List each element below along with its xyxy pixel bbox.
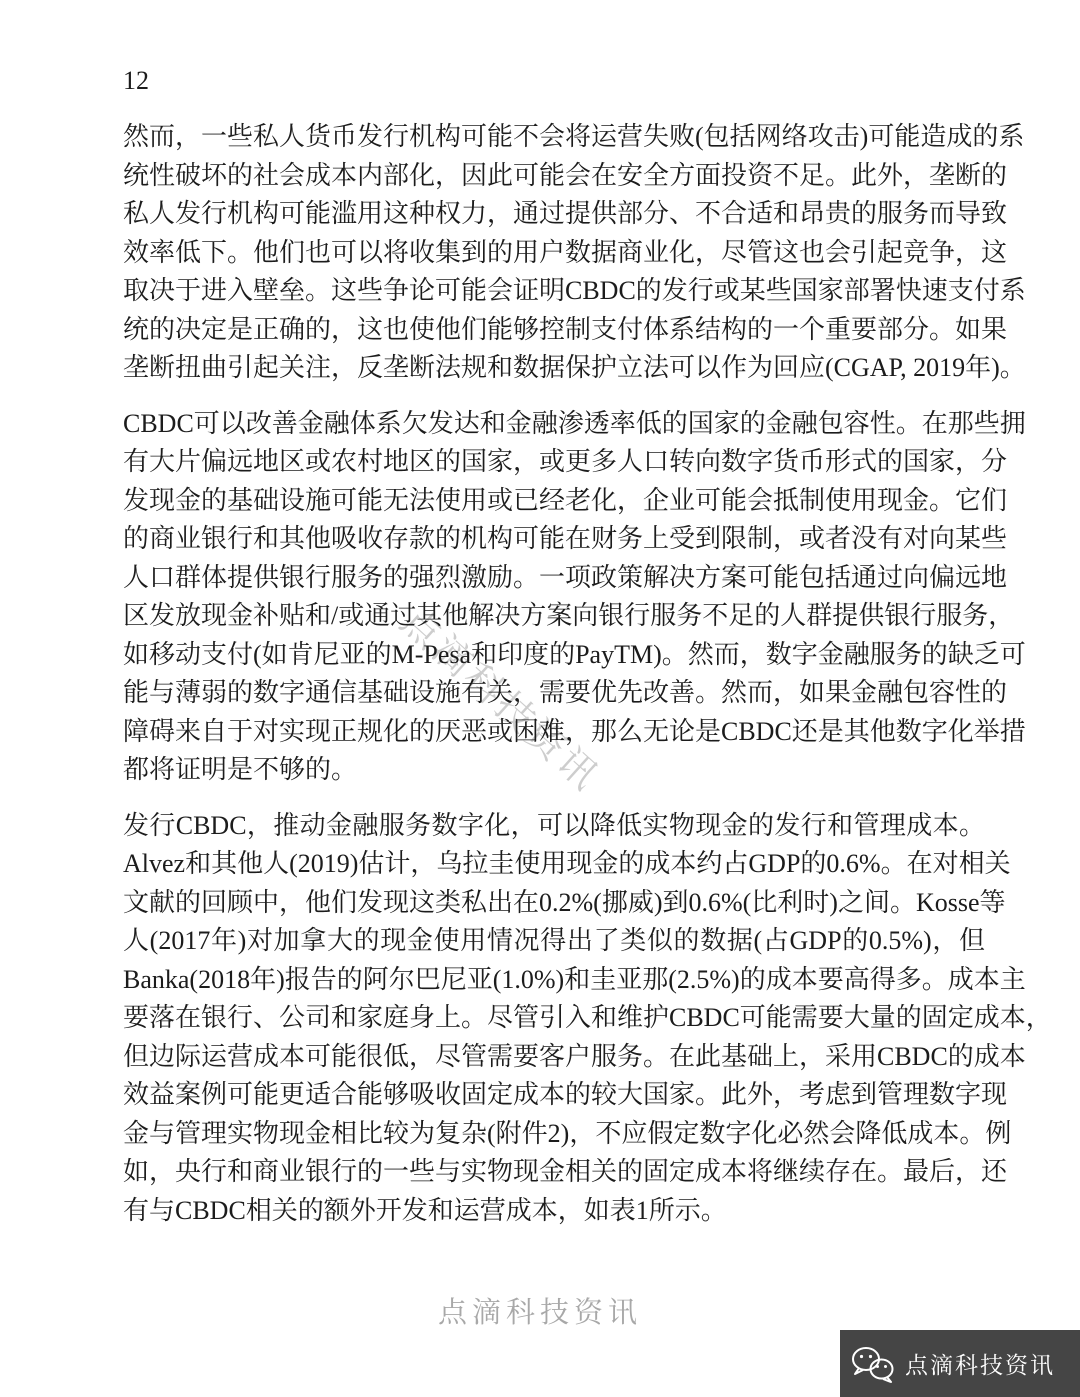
- text-line: 人口群体提供银行服务的强烈激励。一项政策解决方案可能包括通过向偏远地: [123, 562, 1008, 592]
- text-line: 区发放现金补贴和/或通过其他解决方案向银行服务不足的人群提供银行服务，: [123, 601, 1015, 630]
- text-line: 取决于进入壁垒。这些争论可能会证明CBDC的发行或某些国家部署快速支付系: [123, 276, 1026, 305]
- text-line: 有大片偏远地区或农村地区的国家，或更多人口转向数字货币形式的国家，分: [123, 447, 1008, 476]
- text-line: 统性破坏的社会成本内部化，因此可能会在安全方面投资不足。此外，垄断的: [123, 160, 1008, 190]
- paragraph-2: [123, 405, 1026, 790]
- text-line: 私人发行机构可能滥用这种权力，通过提供部分、不合适和昂贵的服务而导致: [123, 199, 1008, 228]
- text-line: 都将证明是不够的。: [123, 755, 358, 784]
- text-line: CBDC可以改善金融体系欠发达和金融渗透率低的国家的金融包容性。在那些拥: [123, 408, 1026, 438]
- text-line: 文献的回顾中，他们发现这类私出在0.2%(挪威)到0.6%(比利时)之间。Kosse等: [123, 887, 1006, 917]
- diagonal-watermark: 点滴科技资讯: [392, 600, 608, 801]
- paragraph-1: [123, 118, 1026, 388]
- text-line: Alvez和其他人(2019)估计，乌拉圭使用现金的成本约占GDP的0.6%。在对相关: [123, 849, 1011, 878]
- text-line: 能与薄弱的数字通信基础设施有关，需要优先改善。然而，如果金融包容性的: [123, 678, 1008, 707]
- signature-text: 点滴科技资讯: [905, 1352, 1055, 1378]
- text-line: 垄断扭曲引起关注，反垄断法规和数据保护立法可以作为回应(CGAP, 2019年)。: [123, 353, 1026, 382]
- text-line: Banka(2018年)报告的阿尔巴尼亚(1.0%)和圭亚那(2.5%)的成本要高得多。成本主: [123, 964, 1026, 994]
- text-line: 统的决定是正确的，这也使他们能够控制支付体系结构的一个重要部分。如果: [123, 314, 1008, 344]
- text-line: 发行CBDC，推动金融服务数字化，可以降低实物现金的发行和管理成本。: [123, 810, 985, 840]
- text-line: 金与管理实物现金相比较为复杂(附件2)，不应假定数字化必然会降低成本。例: [123, 1118, 1012, 1148]
- text-line: 人(2017年)对加拿大的现金使用情况得出了类似的数据(占GDP的0.5%)，但: [123, 926, 985, 955]
- text-line: 有与CBDC相关的额外开发和运营成本，如表1所示。: [123, 1195, 727, 1225]
- footer-watermark: 点滴科技资讯: [437, 1297, 642, 1329]
- corner-signature: [840, 1330, 1080, 1397]
- text-line: 如移动支付(如肯尼亚的M-Pesa和印度的PayTM)。然而，数字金融服务的缺乏可: [123, 639, 1026, 669]
- text-line: 如，央行和商业银行的一些与实物现金相关的固定成本将继续存在。最后，还: [123, 1157, 1008, 1186]
- text-line: 要落在银行、公司和家庭身上。尽管引入和维护CBDC可能需要大量的固定成本，: [123, 1003, 1052, 1032]
- text-line: 障碍来自于对实现正规化的厌恶或困难，那么无论是CBDC还是其他数字化举措: [123, 716, 1026, 746]
- text-line: 然而，一些私人货币发行机构可能不会将运营失败(包括网络攻击)可能造成的系: [123, 122, 1025, 151]
- wechat-icon: [850, 1345, 896, 1383]
- paragraph-3: [123, 807, 1052, 1231]
- text-line: 发现金的基础设施可能无法使用或已经老化，企业可能会抵制使用现金。它们: [123, 485, 1008, 515]
- text-line: 效率低下。他们也可以将收集到的用户数据商业化，尽管这也会引起竞争，这: [123, 237, 1008, 267]
- text-line: 但边际运营成本可能很低，尽管需要客户服务。在此基础上，采用CBDC的成本: [123, 1041, 1026, 1071]
- text-line: 效益案例可能更适合能够吸收固定成本的较大国家。此外，考虑到管理数字现: [123, 1080, 1008, 1109]
- page-number: 12: [123, 66, 149, 95]
- text-line: 的商业银行和其他吸收存款的机构可能在财务上受到限制，或者没有对向某些: [123, 524, 1008, 553]
- document-body: [123, 118, 1052, 1247]
